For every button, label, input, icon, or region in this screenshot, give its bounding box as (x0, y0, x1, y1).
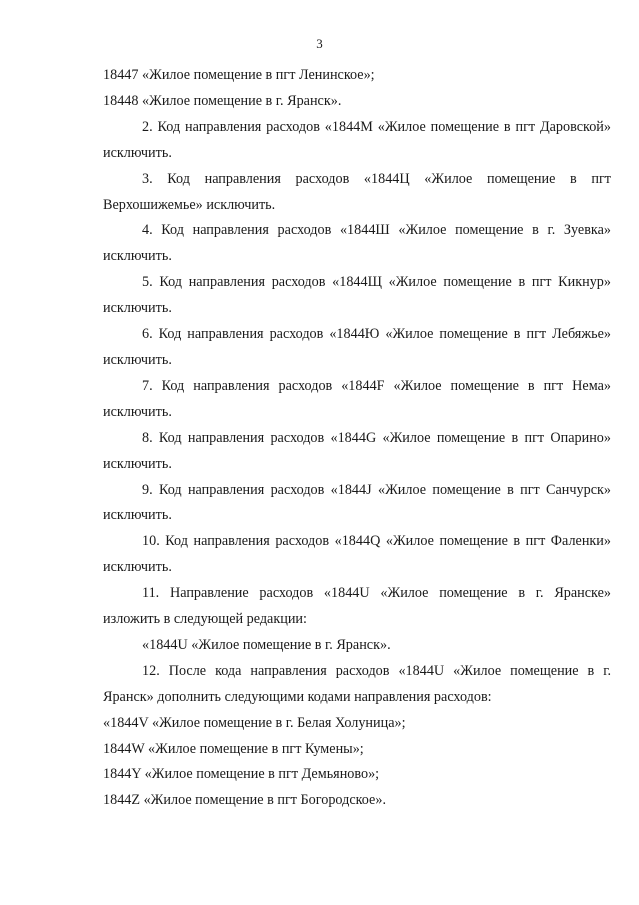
clause-12: 12. После кода направления расходов «1844U «Жилое помещение в г. Яранск» дополнить следующими кодами направления расходов: (103, 662, 611, 705)
clause-5: 5. Код направления расходов «1844Щ «Жилое помещение в пгт Кикнур» исключить. (103, 274, 611, 317)
document-body (103, 63, 611, 814)
clause-7: 7. Код направления расходов «1844F «Жилое помещение в пгт Нема» исключить. (103, 377, 611, 420)
clause-11-new-wording: «1844U «Жилое помещение в г. Яранск». (142, 636, 391, 653)
clause-2: 2. Код направления расходов «1844M «Жилое помещение в пгт Даровской» исключить. (103, 118, 611, 161)
clause-8: 8. Код направления расходов «1844G «Жилое помещение в пгт Опарино» исключить. (103, 429, 611, 472)
code-line: 1844W «Жилое помещение в пгт Кумены»; (103, 740, 364, 757)
clause-6: 6. Код направления расходов «1844Ю «Жилое помещение в пгт Лебяжье» исключить. (103, 326, 611, 368)
clause-9: 9. Код направления расходов «1844J «Жилое помещение в пгт Санчурск» исключить. (103, 481, 611, 524)
code-line: 18447 «Жилое помещение в пгт Ленинское»; (103, 67, 375, 83)
clause-11: 11. Направление расходов «1844U «Жилое помещение в г. Яранске» изложить в следующей редакции: (103, 585, 611, 628)
clause-3: 3. Код направления расходов «1844Ц «Жилое помещение в пгт Верхошижемье» исключить. (103, 170, 611, 213)
page-number: 3 (316, 36, 323, 51)
clause-4: 4. Код направления расходов «1844Ш «Жилое помещение в г. Зуевка» исключить. (103, 222, 611, 265)
clause-10: 10. Код направления расходов «1844Q «Жилое помещение в пгт Фаленки» исключить. (103, 533, 611, 576)
code-line: 1844Y «Жилое помещение в пгт Демьяново»; (103, 766, 380, 783)
code-line: 1844Z «Жилое помещение в пгт Богородское». (103, 792, 386, 809)
code-line: 18448 «Жилое помещение в г. Яранск». (103, 92, 342, 109)
code-line: «1844V «Жилое помещение в г. Белая Холуница»; (103, 714, 406, 731)
